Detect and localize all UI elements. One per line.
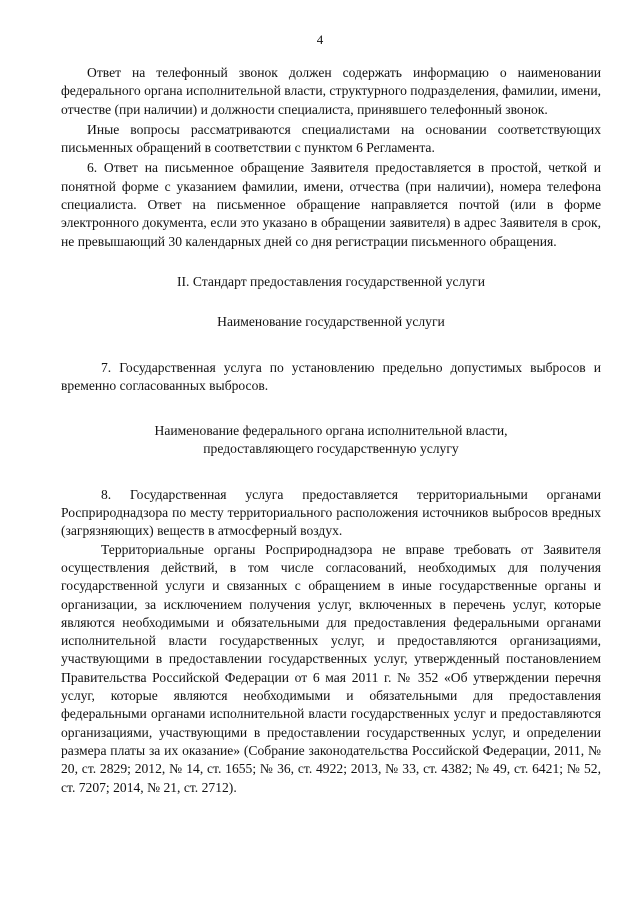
subheading-service-name: Наименование государственной услуги [217, 314, 445, 330]
section-heading: II. Стандарт предоставления государственной услуги [176, 273, 485, 289]
subheading-authority [61, 422, 601, 459]
paragraph-6: 6. Ответ на письменное обращение Заявителя предоставляется в простой, четкой и понятной форме с указанием фамилии, имени, отчества (при наличии), номера телефона специалиста. Ответ на письменное обращение направляется почтой (или в форме электронного документа, если это указано в обращении заявителя) в адрес Заявителя в срок, не превышающий 30 календарных дней со дня регистрации письменного обращения. [61, 160, 601, 249]
page-number: 4 [316, 32, 324, 47]
paragraph-requirements: Территориальные органы Росприроднадзора не вправе требовать от Заявителя осуществления действий, в том числе согласований, необходимых для получения государственной услуги и связанных с обращением в иные государственные органы и организации, за исключением получения услуг, включенных в перечень услуг, которые являются необходимыми и обязательными для предоставления федеральными органами исполнительной власти государственных услуг, и предоставляются организациями, участвующими в предоставлении государственных услуг, утвержденный постановлением Правительства Российской Федерации от 6 мая 2011 г. № 352 «Об утверждении перечня услуг, которые являются необходимыми и обязательными для предоставления федеральными органами исполнительной власти государственных услуг и предоставляются организациями, участвующими в предоставлении государственных услуг, и определении размера платы за их оказание» (Собрание законодательства Российской Федерации, 2011, № 20, ст. 2829; 2012, № 14, ст. 1655; № 36, ст. 4922; 2013, № 33, ст. 4382; № 49, ст. 6421; № 52, ст. 7207; 2014, № 21, ст. 2712). [61, 541, 601, 795]
paragraph-phone-answer: Ответ на телефонный звонок должен содержать информацию о наименовании федерального органа исполнительной власти, структурного подразделения, фамилии, имени, отчестве (при наличии) и должности специалиста, принявшего телефонный звонок. [61, 65, 601, 117]
paragraph-8: 8. Государственная услуга предоставляется территориальными органами Росприроднадзора по месту территориального расположения источников выбросов вредных (загрязняющих) веществ в атмосферный воздух. [61, 486, 601, 539]
document-body [61, 64, 601, 797]
subheading-authority-line-1: Наименование федерального органа исполнительной власти, [154, 423, 508, 439]
subheading-authority-line-2: предоставляющего государственную услугу [203, 441, 459, 457]
paragraph-other-questions: Иные вопросы рассматриваются специалистами на основании соответствующих письменных обращений в соответствии с пунктом 6 Регламента. [61, 121, 601, 156]
paragraph-7: 7. Государственная услуга по установлению предельно допустимых выбросов и временно согласованных выбросов. [61, 359, 601, 393]
